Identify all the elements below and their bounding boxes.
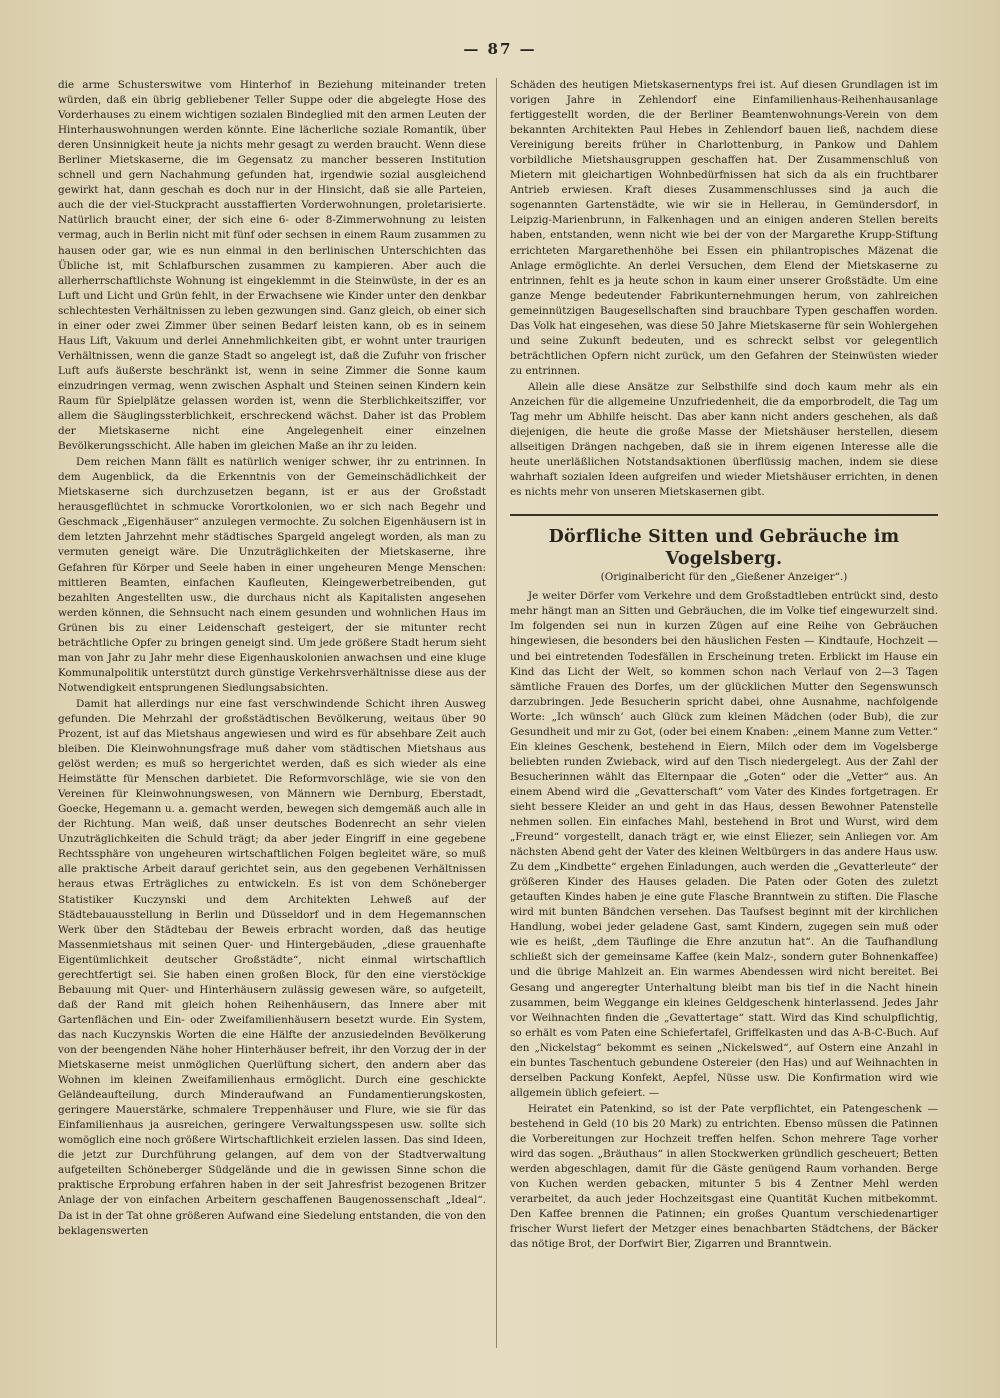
left-paragraph-3: Damit hat allerdings nur eine fast verschwindende Schicht ihren Ausweg gefunden. Die Mehrzahl der großstädtischen Bevölkerung, weitaus über 90 Prozent, ist auf das Mietshaus angewiesen und wird es für absehbare Zeit auch bleiben. Die Kleinwohnungsfrage muß daher vom städtischen Mietshaus aus gelöst werden; es muß so hergerichtet werden, daß es sich wieder als eine Heimstätte für Menschen darbietet. Die Reformvorschläge, wie sie von den Vereinen für Kleinwohnungswesen, von Männern wie Dernburg, Eberstadt, Goecke, Hegemann u. a. gemacht werden, bewegen sich demgemäß auch alle in der Richtung. Man weiß, daß unser deutsches Bodenrecht an sehr vielen Unzuträglichkeiten die Schuld trägt; da aber jeder Eingriff in eine gegebene Rechtssphäre von ungeheuren wirtschaftlichen Folgen begleitet wäre, so muß alle praktische Arbeit darauf gerichtet sein, aus den gegebenen Verhältnissen heraus etwas Erträgliches zu entwickeln. Es ist von dem Schöneberger Statistiker Kuczynski und dem Architekten Lehweß auf der Städtebauausstellung in Berlin und Düsseldorf und in dem Hegemannschen Werk über den Städtebau der Beweis erbracht worden, daß das heutige Massenmietshaus mit seinen Quer- und Hintergebäuden, „diese grauenhafte Eigentümlichkeit deutscher Großstädte“, nicht einmal wirtschaftlich gerechtfertigt sei. Sie haben einen großen Block, für den eine vierstöckige Bebauung mit Quer- und Hinterhäusern zulässig gewesen wäre, so aufgeteilt, daß der Rand mit gleich hohen Reihenhäusern, das Innere aber mit Gartenflächen und Ein- oder Zweifamilienhäusern besetzt wurde. Ein System, das nach Kuczynskis Worten die eine Hälfte der anzusiedelnden Bevölkerung von der beengenden Nähe hoher Hinterhäuser befreit, ihr den Vorzug der in der Mietskaserne meist unmöglichen Querlüftung sichert, den andern aber das Wohnen im kleinen Zweifamilienhaus ermöglicht. Durch eine geschickte Geländeaufteilung, durch Minderaufwand an Fundamentierungskosten, geringere Mauerstärke, schmalere Treppenhäuser und Flure, wie sie für das Einfamilienhaus ja ausreichen, geringere Verwaltungsspesen usw. sollte sich womöglich eine noch größere Wirtschaftlichkeit erzielen lassen. Das sind Ideen, die jetzt zur Durchführung gelangen, auf dem von der Stadtverwaltung aufgeteilten Schöneberger Südgelände und die in gewissen Sinne schon die praktische Erprobung erfahren haben in der seit Jahresfrist bezogenen Britzer Anlage der von einfachen Arbeitern geschaffenen Baugenossenschaft „Ideal“. Da ist in der Tat ohne größeren Aufwand eine Siedelung entstanden, die von den beklagenswerten bbox=[58, 697, 486, 1237]
article-paragraph-2: Heiratet ein Patenkind, so ist der Pate verpflichtet, ein Patengeschenk — bestehend in Geld (10 bis 20 Mark) zu entrichten. Ebenso müssen die Patinnen die Vorbereitungen zur Hochzeit treffen helfen. Schon mehrere Tage vorher wird das sogen. „Bräuthaus“ in allen Stockwerken gründlich gescheuert; Betten werden abgeschlagen, damit für die Gäste genügend Raum vorhanden. Berge von Kuchen werden gebacken, mitunter 5 bis 4 Zentner Mehl werden verarbeitet, da auch jeder Hochzeitsgast eine Quantität Kuchen mitbekommt. Den Kaffee brennen die Patinnen; ein großes Quantum verschiedenartiger frischer Wurst liefert der Metzger eines benachbarten Städtchens, der Bäcker das nötige Brot, der Dorfwirt Bier, Zigarren und Branntwein. bbox=[510, 1102, 938, 1251]
article-headline: Dörfliche Sitten und Gebräuche im Vogelsberg. bbox=[548, 527, 900, 570]
left-paragraph-1: die arme Schusterswitwe vom Hinterhof in Beziehung miteinander treten würden, daß ein übrig gebliebener Teller Suppe oder die abgelegte Hose des Vorderhauses zu einem wichtigen sozialen Bindeglied mit den armen Leuten der Hinterhauswohnungen werden könnte. Eine lächerliche soziale Romantik, über deren Unsinnigkeit heute ja nichts mehr gesagt zu werden braucht. Wenn diese Berliner Mietskaserne, die im Gegensatz zu mancher besseren Institution schnell und gern Nachahmung gefunden hat, irgendwie sozial ausgleichend gewirkt hat, dann geschah es doch nur in der Hinsicht, daß sie alle Parteien, auch die der viel-Stuckpracht ausstaffierten Vorderwohnungen, proletarisierte. Natürlich braucht einer, der sich eine 6- oder 8-Zimmerwohnung zu leisten vermag, auch in Berlin nicht mit fünf oder sechsen in einem Raum zusammen zu hausen oder gar, wie es nun einmal in den berlinischen Unterschichten das Übliche ist, mit Schlafburschen zusammen zu kampieren. Aber auch die allerherrschaftlichste Wohnung ist eingeklemmt in die Steinwüste, in der es an Luft und Licht und Grün fehlt, in der Erwachsene wie Kinder unter den denkbar schlechtesten Verhältnissen zu leben gezwungen sind. Ganz gleich, ob einer sich in einer oder zwei Zimmer über seinen Bedarf leisten kann, ob es in seinem Haus Lift, Vakuum und derlei Annehmlichkeiten gibt, er wohnt unter traurigen Verhältnissen, wenn die ganze Stadt so angelegt ist, daß die Zufuhr von frischer Luft aufs äußerste beschränkt ist, wenn in seine Zimmer die Sonne kaum einzudringen vermag, wenn zwischen Asphalt und Steinen seinen Kindern kein Raum für Spielplätze gelassen worden ist, wenn die Sterblichkeitsziffer, vor allem die Säuglingssterblichkeit, erschreckend wächst. Daher ist das Problem der Mietskaserne nicht eine Angelegenheit einer einzelnen Bevölkerungsschicht. Alle haben im gleichen Maße an ihr zu leiden. bbox=[58, 79, 486, 453]
article-separator bbox=[510, 514, 938, 516]
right-column bbox=[510, 78, 938, 1252]
left-paragraph-2: Dem reichen Mann fällt es natürlich weniger schwer, ihr zu entrinnen. In dem Augenblick, da die Erkenntnis von der Gemeinschädlichkeit der Mietskaserne sich durchzusetzen begann, ist er aus der Großstadt herausgeflüchtet in schmucke Vorortkolonien, wo er sich nach Begehr und Geschmack „Eigenhäuser“ anzulegen vermochte. Zu solchen Eigenhäusern ist in dem letzten Jahrzehnt mehr städtisches Spargeld angelegt worden, als man zu vermuten geneigt wäre. Die Unzuträglichkeiten der Mietskaserne, ihre Gefahren für Körper und Seele haben in einer ungeheuren Menge Menschen: mittleren Beamten, einfachen Kaufleuten, Kleingewerbetreibenden, gut bezahlten Angestellten usw., die durchaus nicht als Kapitalisten angesehen werden können, die Sehnsucht nach einem gesunden und wohnlichen Haus im Grünen bis zu einer Leidenschaft gesteigert, der sie mitunter recht beträchtliche Opfer zu bringen geneigt sind. Um jede größere Stadt herum sieht man von Jahr zu Jahr mehr diese Eigenhauskolonien anwachsen und eine kluge Kommunalpolitik unterstützt durch günstige Verkehrsverhältnisse diese aus der Notwendigkeit entsprungenen Siedlungsabsichten. bbox=[58, 456, 486, 694]
column-divider bbox=[496, 78, 497, 1348]
page-number: — 87 — bbox=[463, 40, 537, 58]
right-paragraph-1: Schäden des heutigen Mietskasernentyps frei ist. Auf diesen Grundlagen ist im vorigen Jahre in Zehlendorf eine Einfamilienhaus-Reihenhausanlage fertiggestellt worden, die der Berliner Beamtenwohnungs-Verein von dem bekannten Architekten Paul Hebes in Zehlendorf bauen ließ, nachdem diese Vereinigung bereits früher in Charlottenburg, in Pankow und Dahlem vorbildliche Mietshausgruppen geschaffen hat. Der Zusammenschluß von Mietern mit gleichartigen Wohnbedürfnissen hat sich da als ein fruchtbarer Antrieb erwiesen. Kraft dieses Zusammenschlusses sind ja auch die sogenannten Gartenstädte, wie wir sie in Hellerau, in Gemündersdorf, in Leipzig-Marienbrunn, in Falkenhagen und an einigen anderen Stellen bereits haben, entstanden, wenn nicht wie bei der von der Margarethe Krupp-Stiftung errichteten Margarethenhöhe bei Essen ein philantropisches Mäzenat die Anlage ermöglichte. An derlei Versuchen, dem Elend der Mietskaserne zu entrinnen, fehlt es ja heute schon in kaum einer unserer Großstädte. Um eine ganze Menge bedeutender Fabrikunternehmungen herum, von zahlreichen gemeinnützigen Baugesellschaften sind brauchbare Typen geschaffen worden. Das Volk hat eingesehen, was diese 50 Jahre Mietskaserne für sein Wohlergehen und seine Zukunft bedeuten, und es schreckt selbst vor gelegentlich beträchtlichen Opfern nicht zurück, um den Gefahren der Steinwüsten wieder zu entrinnen. bbox=[510, 79, 938, 377]
article-subheadline: (Originalbericht für den „Gießener Anzeiger“.) bbox=[600, 571, 848, 584]
article-paragraph-1: Je weiter Dörfer vom Verkehre und dem Großstadtleben entrückt sind, desto mehr hängt man an Sitten und Gebräuchen, die im Volke tief eingewurzelt sind. Im folgenden sei nun in kurzen Zügen auf eine Reihe von Gebräuchen hingewiesen, die besonders bei den häuslichen Festen — Kindtaufe, Hochzeit — und bei eintretenden Todesfällen in Erscheinung treten. Erblickt im Hause ein Kind das Licht der Welt, so kommen schon nach Verlauf von 2—3 Tagen sämtliche Frauen des Dorfes, um der glücklichen Mutter den Segenswunsch darzubringen. Jede Besucherin spricht dabei, ohne Ausnahme, nachfolgende Worte: „Ich wünsch’ auch Glück zum kleinen Mädchen (oder Bub), die zur Gesundheit und mir zu Got, (oder bei einem Knaben: „einem Manne zum Vetter.“ Ein kleines Geschenk, bestehend in Eiern, Milch oder dem im Vogelsberge beliebten runden Zwieback, wird auf den Tisch niedergelegt. Aus der Zahl der Besucherinnen wählt das Elternpaar die „Goten“ oder die „Vetter“ aus. An einem Abend wird die „Gevatterschaft“ vom Vater des Kindes fortgetragen. Er sieht bessere Kleider an und geht in das Haus, dessen Bewohner Patenstelle nehmen sollen. Ein einfaches Mahl, bestehend in Brot und Wurst, wird dem „Freund“ vorgestellt, danach trägt er, wie einst Eliezer, sein Anliegen vor. Am nächsten Abend geht der Vater des kleinen Weltbürgers in das andere Haus usw. Zu dem „Kindbette“ ergehen Einladungen, auch werden die „Gevatterleute“ der größeren Kinder des Hauses geladen. Die Paten oder Goten des zuletzt getauften Kindes haben je eine gute Flasche Branntwein zu stiften. Die Flasche wird mit bunten Bändchen versehen. Das Taufsest beginnt mit der kirchlichen Handlung, wobei jeder geladene Gast, samt Kindern, zugegen sein muß oder wie es heißt, „dem Täuflinge die Ehre anzutun hat“. An die Taufhandlung schließt sich der gemeinsame Kaffee (kein Malz-, sondern guter Bohnenkaffee) und die übrige Mahlzeit an. Ein warmes Abendessen wird nicht bereitet. Bei Gesang und angeregter Unterhaltung bleibt man bis tief in die Nacht hinein zusammen, beim Weggange ein kleines Geldgeschenk hinterlassend. Jedes Jahr vor Weihnachten finden die „Gevattertage“ statt. Wird das Kind schulpflichtig, so erhält es vom Paten eine Schiefertafel, Griffelkasten und das A-B-C-Buch. Auf den „Nickelstag“ bekommt es seinen „Nickelswed“, auf Ostern eine Anzahl in ein buntes Taschentuch gebundene Ostereier (den Has) und auf Weihnachten in derselben Packung Konfekt, Aepfel, Nüsse usw. Die Konfirmation wird wie allgemein üblich gefeiert. — bbox=[510, 590, 938, 1099]
right-paragraph-2: Allein alle diese Ansätze zur Selbsthilfe sind doch kaum mehr als ein Anzeichen für die allgemeine Unzufriedenheit, die da emporbrodelt, die Tag um Tag mehr um Abhilfe heischt. Das aber kann nicht anders geschehen, als daß diejenigen, die heute die große Masse der Mietshäuser herstellen, diesem allseitigen Drängen nachgeben, daß sie in ihrem eigenen Interesse alle die heute unerläßlichen Notstandsaktionen überflüssig machen, indem sie diese wahrhaft sozialen Ideen aufgreifen und wieder Mietshäuser errichten, in denen es nichts mehr von unseren Mietskasernen gibt. bbox=[510, 380, 938, 499]
left-column bbox=[58, 78, 486, 1239]
